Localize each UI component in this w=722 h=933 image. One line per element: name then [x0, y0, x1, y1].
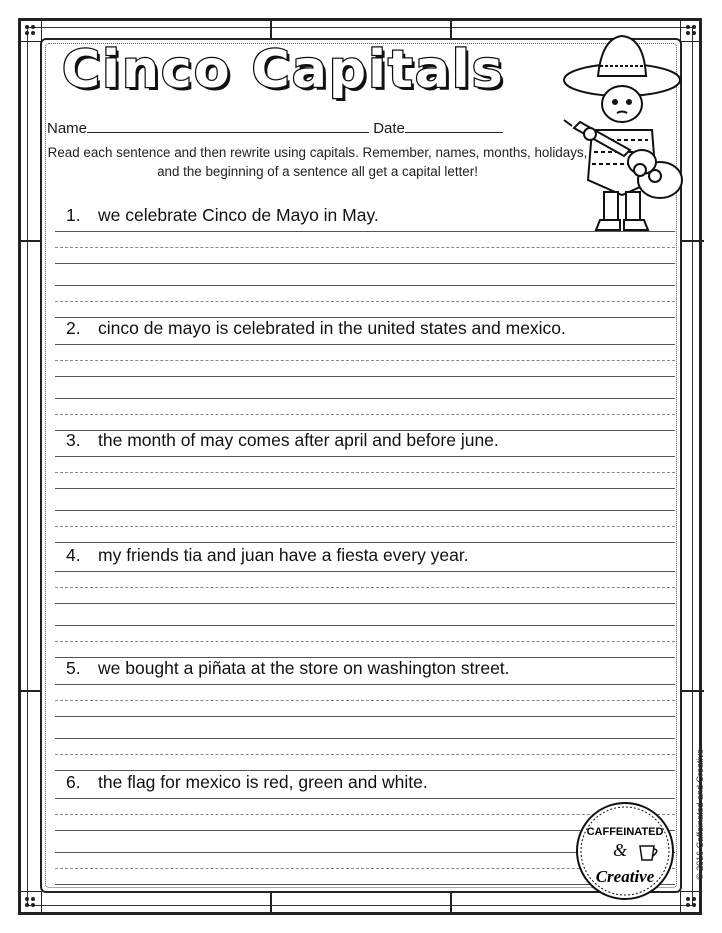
- corner-ornament: [680, 891, 702, 913]
- writing-line[interactable]: [55, 488, 675, 489]
- writing-guide-dashed[interactable]: [55, 587, 675, 588]
- sentence-text: [66, 205, 379, 226]
- writing-guide-dashed[interactable]: [55, 247, 675, 248]
- sentence-content: my friends tia and juan have a fiesta every year.: [98, 545, 469, 565]
- sentence-number: 4.: [66, 545, 81, 565]
- sentence-number: 2.: [66, 318, 81, 338]
- page-title: Cinco Capitals: [62, 40, 505, 100]
- writing-line[interactable]: [55, 285, 675, 286]
- writing-line[interactable]: [55, 770, 675, 771]
- name-field[interactable]: [87, 132, 369, 133]
- writing-guide-dashed[interactable]: [55, 641, 675, 642]
- writing-line[interactable]: [55, 716, 675, 717]
- name-label: Name: [47, 120, 88, 137]
- writing-line[interactable]: [55, 263, 675, 264]
- logo-line3: Creative: [595, 867, 655, 886]
- writing-line[interactable]: [55, 603, 675, 604]
- writing-guide-dashed[interactable]: [55, 360, 675, 361]
- writing-line[interactable]: [55, 684, 675, 685]
- copyright-text: © 2016 Caffeinated and Creative: [695, 748, 705, 880]
- instructions: Read each sentence and then rewrite using capitals. Remember, names, months, holidays, and the beginning of a sentence all get a capital letter!: [47, 145, 588, 179]
- sentence-number: 3.: [66, 430, 81, 450]
- sentence-text: [66, 545, 469, 566]
- logo-ampersand: &: [612, 840, 628, 860]
- sentence-content: the month of may comes after april and before june.: [98, 430, 499, 450]
- border-divider: [18, 240, 40, 242]
- sentence-content: we celebrate Cinco de Mayo in May.: [98, 205, 379, 225]
- sentence-number: 6.: [66, 772, 81, 792]
- writing-line[interactable]: [55, 398, 675, 399]
- sentence-content: we bought a piñata at the store on washington street.: [98, 658, 510, 678]
- writing-guide-dashed[interactable]: [55, 526, 675, 527]
- name-date-row: [47, 120, 503, 137]
- date-label: Date: [373, 120, 405, 137]
- corner-ornament: [20, 20, 42, 42]
- border-divider: [270, 18, 272, 40]
- writing-line[interactable]: [55, 625, 675, 626]
- writing-line[interactable]: [55, 456, 675, 457]
- sentence-text: [66, 318, 566, 339]
- sentence-number: 1.: [66, 205, 81, 225]
- mariachi-boy-illustration: [560, 30, 690, 245]
- writing-line[interactable]: [55, 376, 675, 377]
- writing-line[interactable]: [55, 231, 675, 232]
- writing-line[interactable]: [55, 798, 675, 799]
- sentence-content: cinco de mayo is celebrated in the united states and mexico.: [98, 318, 566, 338]
- border-divider: [450, 18, 452, 40]
- logo-line1: CAFFEINATED: [586, 826, 664, 838]
- sentence-text: [66, 430, 499, 451]
- writing-guide-dashed[interactable]: [55, 414, 675, 415]
- writing-line[interactable]: [55, 738, 675, 739]
- corner-ornament: [20, 891, 42, 913]
- border-divider: [450, 893, 452, 915]
- sentence-content: the flag for mexico is red, green and white.: [98, 772, 428, 792]
- writing-guide-dashed[interactable]: [55, 301, 675, 302]
- writing-line[interactable]: [55, 571, 675, 572]
- writing-guide-dashed[interactable]: [55, 700, 675, 701]
- border-divider: [18, 690, 40, 692]
- writing-guide-dashed[interactable]: [55, 472, 675, 473]
- border-divider: [682, 690, 704, 692]
- writing-line[interactable]: [55, 510, 675, 511]
- sentence-text: [66, 772, 428, 793]
- caffeinated-creative-logo: [574, 800, 676, 902]
- sentence-text: [66, 658, 510, 679]
- sentence-number: 5.: [66, 658, 81, 678]
- writing-line[interactable]: [55, 542, 675, 543]
- border-divider: [270, 893, 272, 915]
- writing-line[interactable]: [55, 344, 675, 345]
- date-field[interactable]: [405, 132, 503, 133]
- writing-guide-dashed[interactable]: [55, 754, 675, 755]
